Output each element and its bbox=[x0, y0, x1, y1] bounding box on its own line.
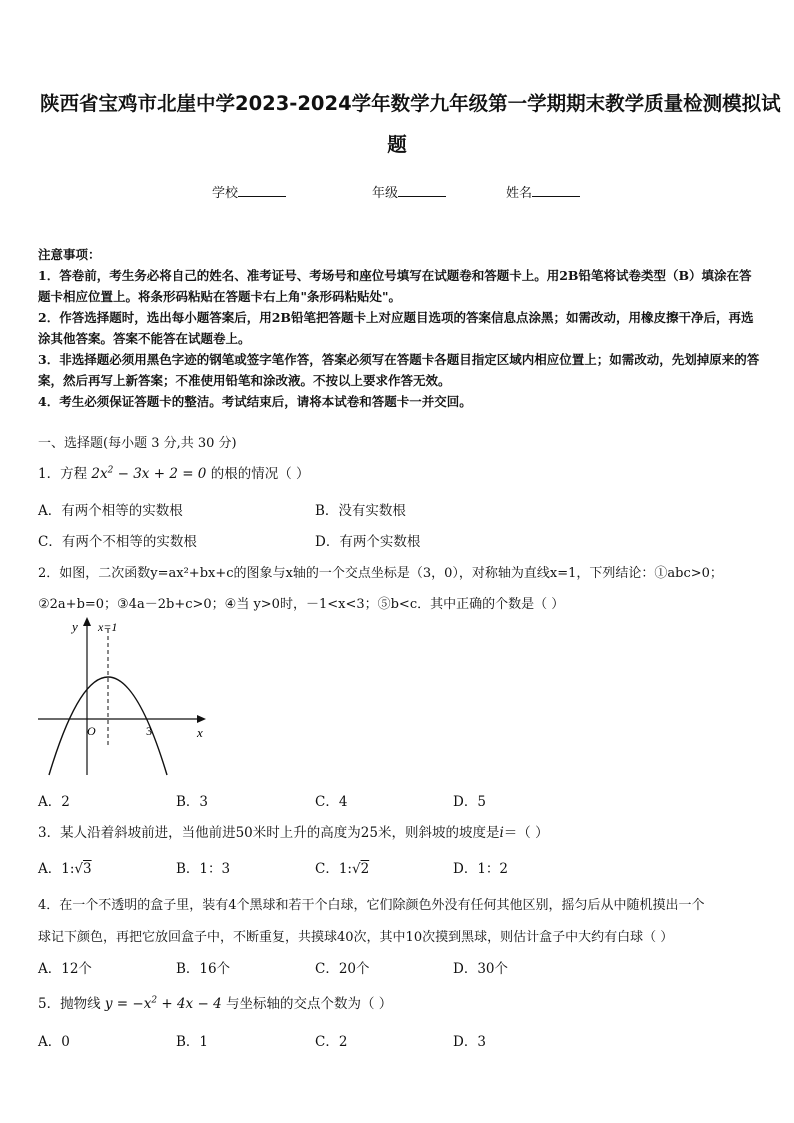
q4-line1: 4．在一个不透明的盒子里，装有4个黑球和若干个白球，它们除颜色外没有任何其他区别，摇匀后从中随机摸出一个 bbox=[38, 898, 705, 913]
x-label: x bbox=[197, 725, 203, 740]
symmetry-label: x=1 bbox=[98, 620, 118, 634]
q2-line2: ②2a+b=0；③4a－2b+c>0；④当 y>0时，－1<x<3；⑤b<c．其中正确的个数是（ ） bbox=[38, 597, 565, 612]
name-field bbox=[506, 182, 580, 201]
note-item: 4．考生必须保证答题卡的整洁。考试结束后，请将本试卷和答题卡一并交回。 bbox=[38, 394, 472, 409]
q4-option-d[interactable]: D．30个 bbox=[453, 961, 509, 977]
q3-option-b[interactable]: B．1：3 bbox=[176, 861, 231, 877]
q1-option-d[interactable]: D．有两个实数根 bbox=[315, 534, 421, 550]
q4-option-c[interactable]: C．20个 bbox=[315, 961, 370, 977]
q4-option-a[interactable]: A．12个 bbox=[38, 961, 92, 977]
q3-text: 3．某人沿着斜坡前进，当他前进50米时上升的高度为25米，则斜坡的坡度是 bbox=[38, 825, 500, 841]
grade-label: 年级 bbox=[372, 186, 399, 201]
q3-option-c[interactable] bbox=[315, 857, 369, 877]
school-blank bbox=[238, 184, 286, 197]
q5-equation: $y = -x^2 + 4x - 4$ bbox=[104, 995, 222, 1012]
q5-option-a[interactable]: A．0 bbox=[38, 1034, 70, 1050]
q3-suffix: ＝（ ） bbox=[503, 825, 549, 841]
q2-option-b[interactable]: B．3 bbox=[176, 794, 209, 810]
q1-equation: $2x^2 - 3x + 2 = 0$ bbox=[91, 465, 207, 482]
parabola-graph bbox=[30, 615, 215, 780]
q1-option-a[interactable]: A．有两个相等的实数根 bbox=[38, 503, 183, 519]
question-3 bbox=[38, 821, 549, 841]
sqrt-2: √2 bbox=[351, 861, 370, 877]
q2-option-a[interactable]: A．2 bbox=[38, 794, 70, 810]
school-field bbox=[212, 182, 286, 201]
q5-prefix: 5．抛物线 bbox=[38, 996, 101, 1012]
q3-i: i bbox=[499, 825, 504, 841]
q5-option-b[interactable]: B．1 bbox=[176, 1034, 209, 1050]
q1-option-c[interactable]: C．有两个不相等的实数根 bbox=[38, 534, 197, 550]
school-label: 学校 bbox=[212, 186, 239, 201]
q2-line1: 2．如图，二次函数y=ax²+bx+c的图象与x轴的一个交点坐标是（3，0），对称轴为直线x=1，下列结论：①abc>0； bbox=[38, 566, 723, 581]
q5-option-c[interactable]: C．2 bbox=[315, 1034, 348, 1050]
q5-option-d[interactable]: D．3 bbox=[453, 1034, 486, 1050]
exam-title-line1: 陕西省宝鸡市北崖中学2023-2024学年数学九年级第一学期期末教学质量检测模拟试 bbox=[40, 92, 781, 115]
exam-title-line2: 题 bbox=[387, 133, 407, 156]
root-label: 3 bbox=[146, 724, 152, 738]
q2-option-d[interactable]: D．5 bbox=[453, 794, 486, 810]
note-item: 1．答卷前，考生务必将自己的姓名、准考证号、考场号和座位号填写在试题卷和答题卡上。用2B铅笔将试卷类型（B）填涂在答题卡相应位置上。将条形码粘贴在答题卡右上角"条形码粘贴处"。 bbox=[38, 268, 752, 304]
name-label: 姓名 bbox=[506, 186, 533, 201]
question-5 bbox=[38, 992, 392, 1012]
y-label: y bbox=[72, 619, 78, 634]
q2-option-c[interactable]: C．4 bbox=[315, 794, 348, 810]
q3-option-a-label: A．1: bbox=[38, 861, 75, 877]
q1-prefix: 1．方程 bbox=[38, 466, 88, 482]
sqrt-3: √3 bbox=[74, 861, 92, 877]
q3-option-a[interactable] bbox=[38, 857, 92, 877]
y-axis-arrow bbox=[83, 617, 91, 626]
note-item: 3．非选择题必须用黑色字迹的钢笔或签字笔作答，答案必须写在答题卡各题目指定区域内相应位置上；如需改动，先划掉原来的答案，然后再写上新答案；不准使用铅笔和涂改液。不按以上要求作答无效。 bbox=[38, 352, 760, 388]
question-1 bbox=[38, 462, 310, 482]
name-blank bbox=[532, 184, 580, 197]
q1-option-b[interactable]: B．没有实数根 bbox=[315, 503, 406, 519]
x-axis-arrow bbox=[197, 715, 206, 723]
q5-suffix: 与坐标轴的交点个数为（ ） bbox=[225, 996, 393, 1012]
q4-line2: 球记下颜色，再把它放回盒子中，不断重复，共摸球40次，其中10次摸到黑球，则估计盒子中大约有白球（ ） bbox=[38, 930, 674, 945]
sqrt-3-radicand: 3 bbox=[83, 861, 92, 877]
origin-label: O bbox=[87, 724, 96, 738]
section-heading: 一、选择题(每小题 3 分,共 30 分) bbox=[38, 436, 237, 451]
q3-option-c-label: C．1: bbox=[315, 861, 352, 877]
sqrt-2-radicand: 2 bbox=[360, 861, 370, 877]
note-item: 2．作答选择题时，选出每小题答案后，用2B铅笔把答题卡上对应题目选项的答案信息点涂黑；如需改动，用橡皮擦干净后，再选涂其他答案。答案不能答在试题卷上。 bbox=[38, 310, 754, 346]
q4-option-b[interactable]: B．16个 bbox=[176, 961, 231, 977]
notes-block bbox=[38, 244, 760, 412]
q3-option-d[interactable]: D．1：2 bbox=[453, 861, 509, 877]
grade-blank bbox=[398, 184, 446, 197]
grade-field bbox=[372, 182, 446, 201]
notes-heading: 注意事项： bbox=[38, 247, 101, 262]
q1-suffix: 的根的情况（ ） bbox=[210, 466, 310, 482]
